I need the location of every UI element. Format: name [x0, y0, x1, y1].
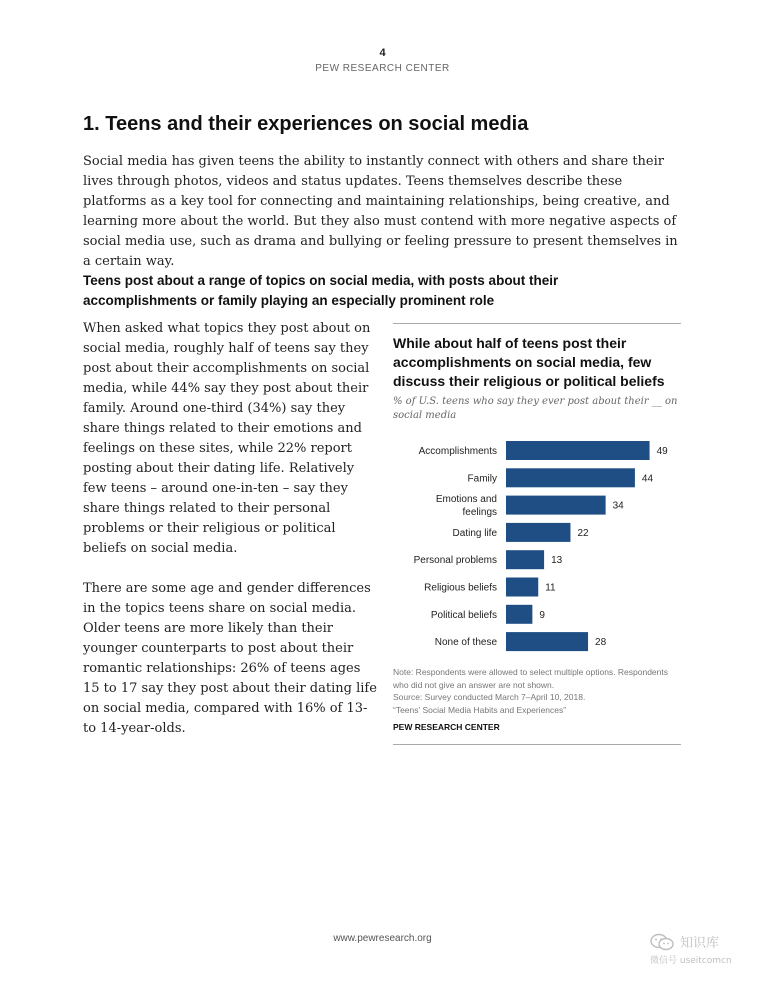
bar [506, 496, 606, 515]
chart-title: While about half of teens post their accomplishments on social media, few discuss their religious or political beliefs [393, 335, 665, 389]
value-label: 9 [539, 609, 545, 621]
header-org: PEW RESEARCH CENTER [315, 63, 450, 74]
category-label: Political beliefs [430, 609, 497, 621]
chart-report-title: “Teens’ Social Media Habits and Experiences” [393, 704, 567, 715]
category-label: None of these [434, 637, 497, 649]
subsection-heading: Teens post about a range of topics on social media, with posts about their accomplishments or family playing an especially prominent role [83, 273, 559, 308]
bar-chart-figure [393, 323, 681, 745]
bar-chart [393, 435, 681, 660]
wechat-icon [650, 933, 674, 951]
chart-source: Source: Survey conducted March 7–April 10, 2018. [393, 692, 586, 702]
value-label: 11 [545, 582, 556, 594]
category-label: Family [467, 473, 497, 485]
watermark-id: 微信号 useitcomcn [650, 956, 732, 966]
value-label: 44 [641, 473, 654, 485]
category-label: Personal problems [413, 555, 497, 567]
section-title: 1. Teens and their experiences on social media [83, 113, 529, 135]
bar [506, 632, 588, 651]
bar [506, 523, 570, 542]
category-label: Accomplishments [418, 446, 497, 457]
page-header [0, 47, 765, 74]
page-number: 4 [379, 47, 386, 59]
bar [506, 605, 532, 624]
bar [506, 468, 635, 487]
bar [506, 550, 544, 569]
category-label: Dating life [452, 527, 497, 539]
footer-url: www.pewresearch.org [333, 933, 432, 944]
chart-org: PEW RESEARCH CENTER [393, 722, 500, 732]
value-label: 13 [551, 555, 563, 567]
value-label: 34 [612, 500, 624, 512]
chart-note [393, 666, 681, 716]
intro-paragraph: Social media has given teens the ability to instantly connect with others and share their lives through photos, videos and status updates. Teens themselves describe these platforms as a key tool for connecting and maintaining relationships, being creative, and learning more about the world. But they also must contend with more negative aspects of social media use, such as drama and bullying or feeling pressure to present themselves in a certain way. [83, 154, 678, 269]
value-label: 28 [595, 637, 607, 649]
body-text-column [83, 319, 379, 759]
body-paragraph: There are some age and gender differences in the topics teens share on social media. Older teens are more likely than their younger counterparts to post about their romantic relationships: 26% of teens ages 15 to 17 say they post about their dating life on social media, compared with 16% of 13- to 14-year-olds. [83, 581, 377, 736]
category-label: Emotions and feelings [435, 494, 497, 519]
chart-subtitle: % of U.S. teens who say they ever post about their __ on social media [393, 396, 678, 421]
watermark [650, 932, 760, 972]
watermark-name: 知识库 [680, 936, 720, 951]
body-paragraph: When asked what topics they post about on social media, roughly half of teens say they post about their accomplishments on social media, while 44% say they post about their family. Around one-third (34%) say they share things related to their emotions and feelings on these sites, while 22% report posting about their dating life. Relatively few teens – around one-in-ten – say they share things related to their personal problems or their religious or political beliefs on social media. [83, 321, 371, 556]
value-label: 49 [656, 446, 668, 457]
value-label: 22 [577, 527, 589, 539]
chart-note-text: Note: Respondents were allowed to select multiple options. Respondents who did not give an answer are not shown. [393, 667, 668, 690]
bar [506, 441, 650, 460]
category-label: Religious beliefs [424, 582, 497, 594]
chart-bottom-rule [393, 732, 681, 745]
bar [506, 578, 538, 597]
